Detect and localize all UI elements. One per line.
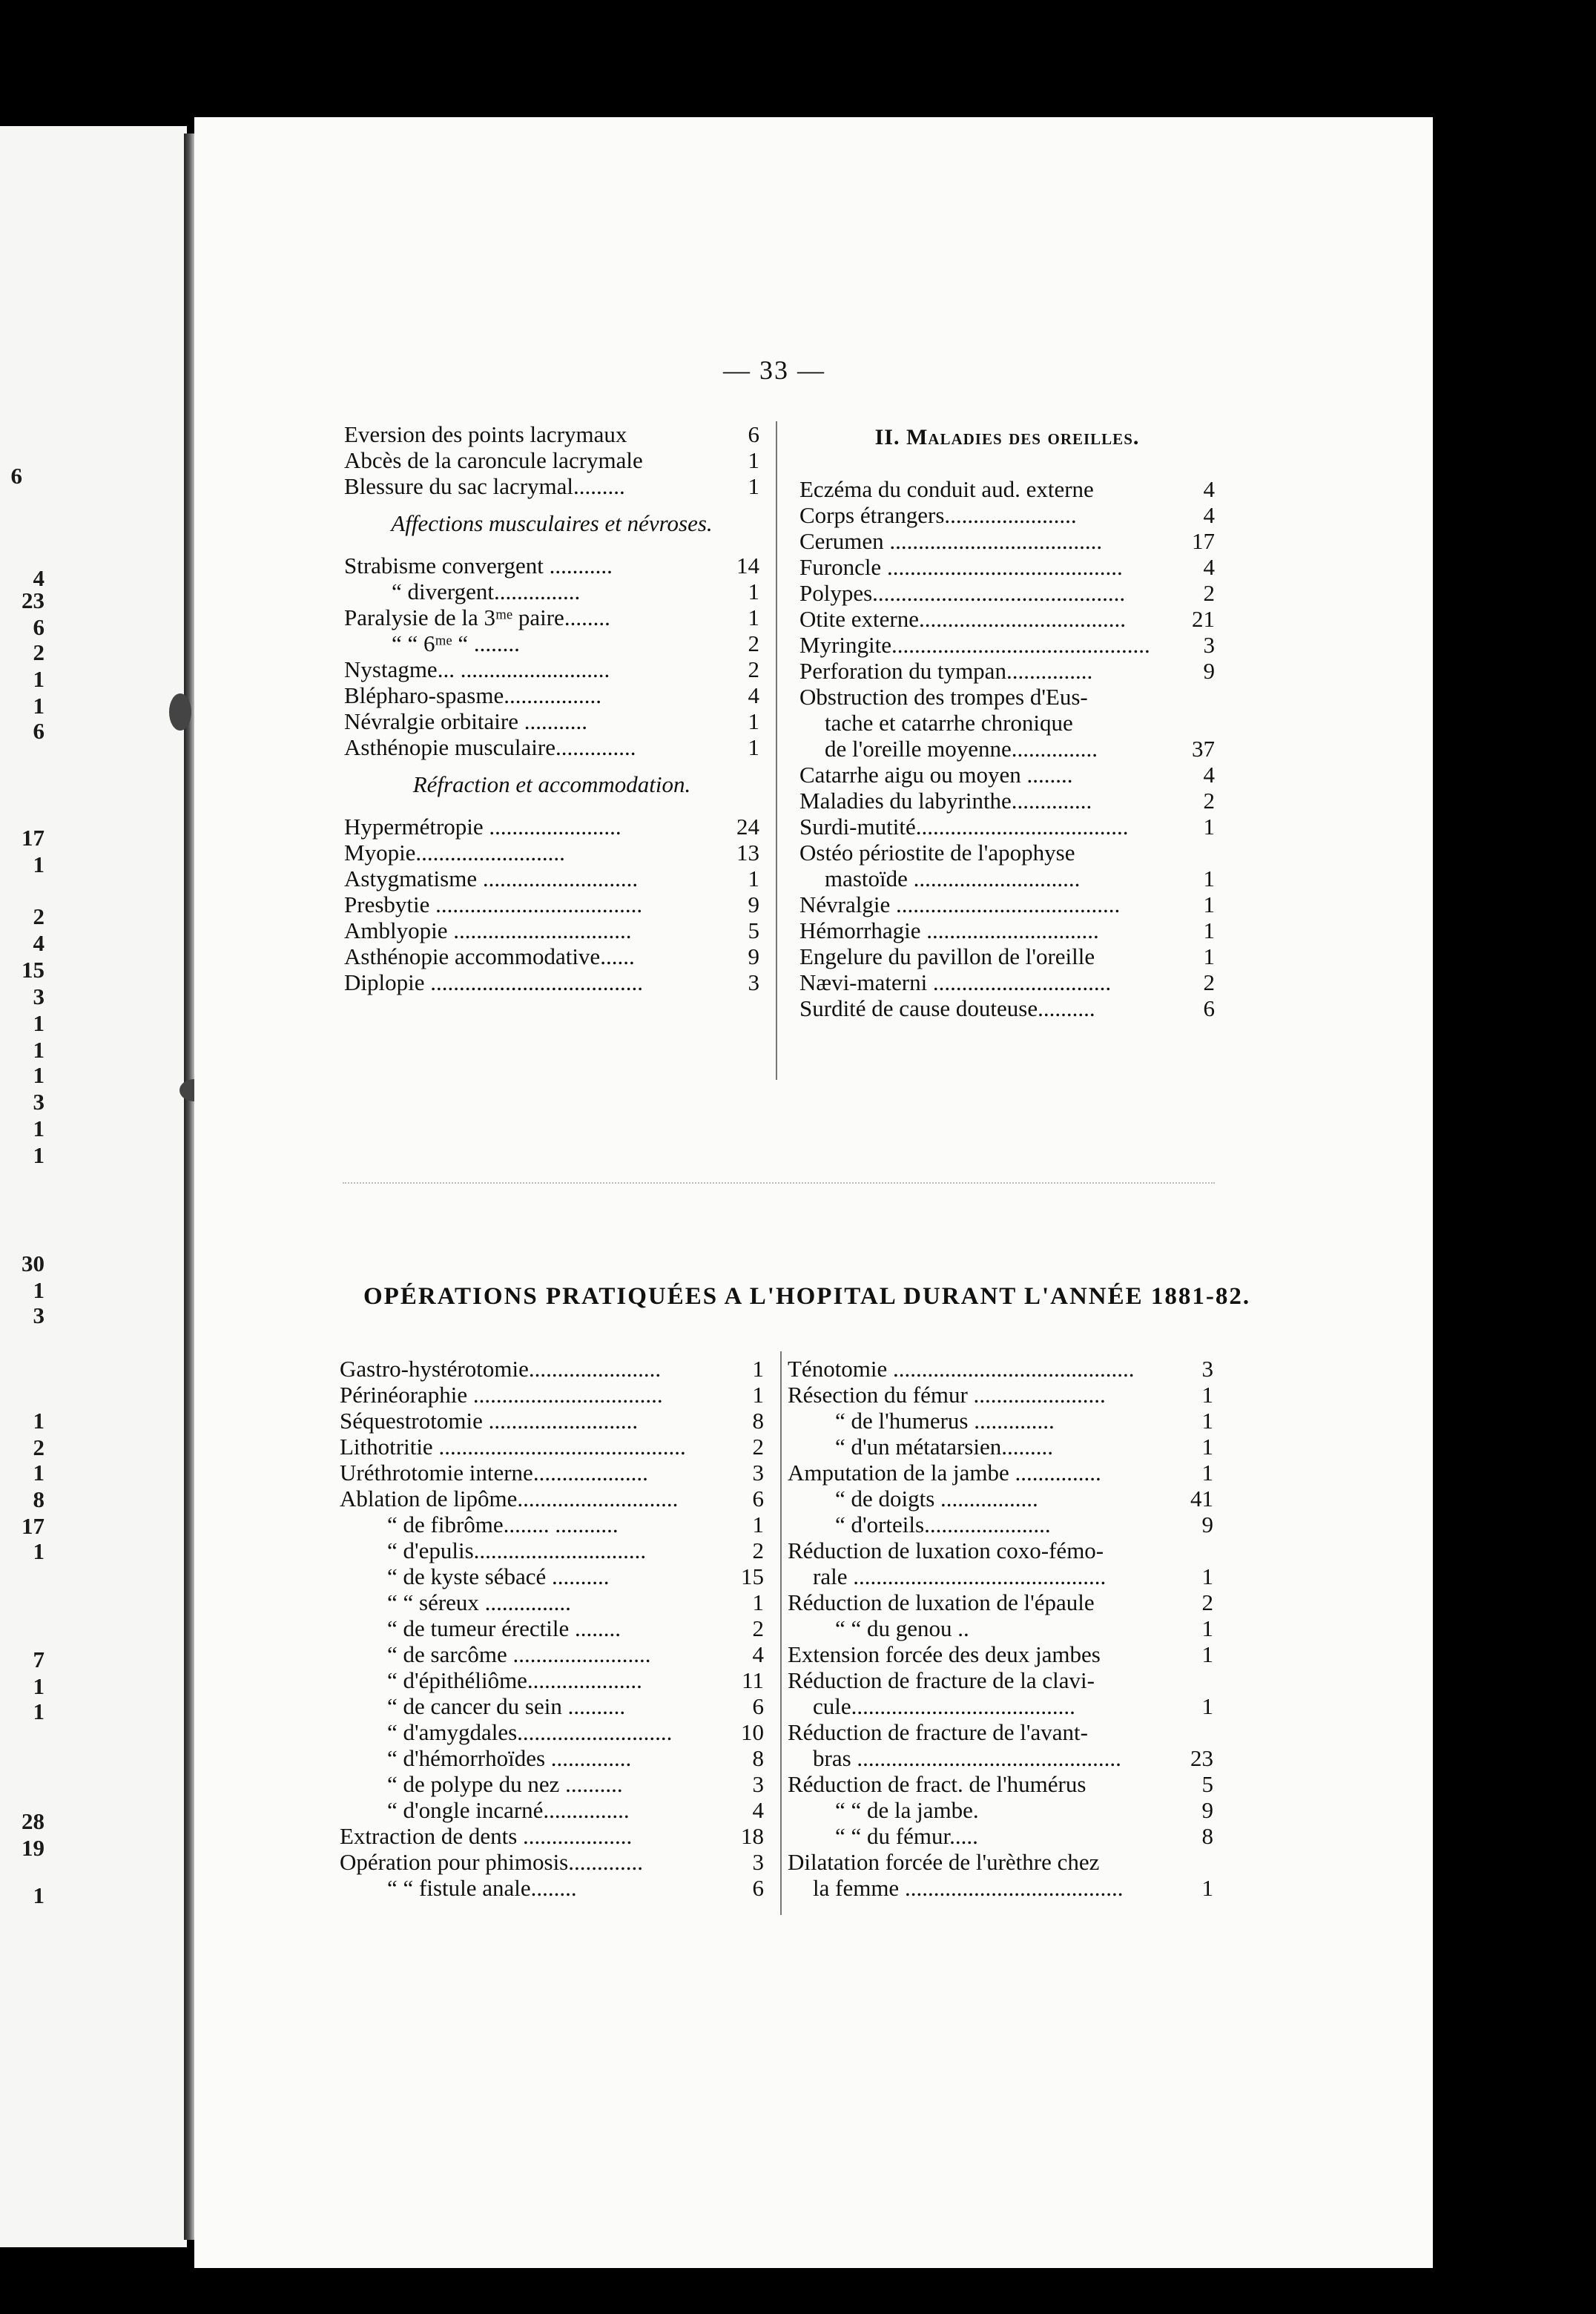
entry-label: Diplopie .....................................: [344, 969, 643, 995]
entry-count: 1: [748, 578, 759, 604]
entry-count: 2: [752, 1615, 764, 1641]
entry-row: [788, 1537, 1213, 1563]
entry-row: [344, 708, 759, 734]
entry-row: [799, 580, 1215, 606]
entry-count: 21: [1192, 606, 1215, 632]
entry-label: “ de polype du nez ..........: [387, 1771, 623, 1797]
entry-count: 24: [736, 814, 759, 840]
section-rule: [343, 1182, 1215, 1184]
entry-label: “ d'hémorrhoïdes ..............: [387, 1745, 632, 1771]
entry-count: 8: [752, 1745, 764, 1771]
facing-page-number: 17: [22, 825, 44, 851]
entry-count: 3: [1201, 1356, 1213, 1382]
entry-count: 23: [1190, 1745, 1213, 1771]
entry-count: 11: [742, 1667, 764, 1693]
entry-count: 1: [752, 1356, 764, 1382]
entry-count: 2: [752, 1537, 764, 1563]
entry-label: Perforation du tympan...............: [799, 658, 1093, 684]
entry-label: “ divergent...............: [392, 578, 581, 604]
entry-row: [340, 1667, 764, 1693]
entry-row: [344, 682, 759, 708]
entry-label: Lithotritie ...........................................: [340, 1434, 686, 1460]
entry-row: [340, 1771, 764, 1797]
entry-label: Hypermétropie .......................: [344, 814, 621, 840]
entry-label: Maladies du labyrinthe..............: [799, 788, 1092, 814]
entry-count: 1: [1203, 866, 1215, 891]
entry-row: [788, 1486, 1213, 1512]
entry-count: 9: [1203, 658, 1215, 684]
entry-count: 1: [1203, 891, 1215, 917]
entry-row: [344, 866, 759, 891]
entry-count: 1: [748, 734, 759, 760]
entry-label: “ d'un métatarsien.........: [835, 1434, 1053, 1460]
entry-count: 1: [748, 447, 759, 473]
entry-count: 1: [1201, 1615, 1213, 1641]
entry-count: 1: [1203, 814, 1215, 840]
entry-row: [344, 578, 759, 604]
entry-row: [788, 1849, 1213, 1875]
entry-row: [340, 1693, 764, 1719]
facing-page-number: 28: [22, 1808, 44, 1834]
entry-label: “ de sarcôme ........................: [387, 1641, 651, 1667]
entry-row: [799, 840, 1215, 866]
entry-count: 1: [748, 708, 759, 734]
entry-row: [788, 1745, 1213, 1771]
entry-row: [799, 866, 1215, 891]
entry-row: [340, 1486, 764, 1512]
entry-count: 1: [752, 1512, 764, 1537]
entry-label: “ de doigts .................: [835, 1486, 1038, 1512]
facing-page-number: 6: [33, 718, 44, 744]
entry-row: [788, 1875, 1213, 1901]
entry-count: 1: [752, 1382, 764, 1408]
entry-label: Strabisme convergent ...........: [344, 553, 613, 578]
entry-row: [799, 736, 1215, 762]
facing-page-number: 1: [33, 666, 44, 692]
entry-label: Hémorrhagie ..............................: [799, 917, 1099, 943]
entry-label: Gastro-hystérotomie.......................: [340, 1356, 662, 1382]
entry-count: 3: [748, 969, 759, 995]
ear-diseases-column: [799, 424, 1215, 1021]
entry-row: [788, 1823, 1213, 1849]
entry-count: 1: [748, 473, 759, 499]
entry-count: 8: [1201, 1823, 1213, 1849]
entry-count: 5: [748, 917, 759, 943]
entry-row: [340, 1563, 764, 1589]
entry-label: “ de l'humerus ..............: [835, 1408, 1055, 1434]
entry-count: 41: [1190, 1486, 1213, 1512]
entry-row: [340, 1641, 764, 1667]
operations-left-column: [340, 1356, 764, 1901]
entry-row: [788, 1356, 1213, 1382]
entry-count: 2: [1203, 969, 1215, 995]
entry-row: [344, 891, 759, 917]
entry-row: [799, 502, 1215, 528]
facing-page-number: 6: [33, 614, 44, 640]
entry-label: Eczéma du conduit aud. externe: [799, 476, 1094, 502]
entry-count: 9: [748, 891, 759, 917]
entry-label: Réduction de fracture de la clavi-: [788, 1667, 1095, 1693]
entry-label: Nystagme... ..........................: [344, 656, 610, 682]
facing-page-number: 2: [33, 1434, 44, 1460]
entry-row: [799, 554, 1215, 580]
entry-label: Corps étrangers.......................: [799, 502, 1077, 528]
entry-count: 6: [1203, 995, 1215, 1021]
entry-row: [799, 606, 1215, 632]
entry-label: Réduction de fracture de l'avant-: [788, 1719, 1088, 1745]
entry-label: cule.......................................: [813, 1693, 1075, 1719]
entry-label: Abcès de la caroncule lacrymale: [344, 447, 643, 473]
facing-page-number: 3: [33, 1089, 44, 1115]
facing-page-number: 3: [33, 983, 44, 1009]
entry-row: [799, 658, 1215, 684]
entry-label: Extraction de dents ...................: [340, 1823, 633, 1849]
entry-count: 4: [752, 1641, 764, 1667]
entry-row: [344, 814, 759, 840]
entry-label: “ d'ongle incarné...............: [387, 1797, 630, 1823]
facing-page-number: 1: [33, 1408, 44, 1434]
entry-row: [344, 969, 759, 995]
entry-row: [340, 1434, 764, 1460]
book-spine: [184, 134, 194, 2240]
facing-page-number: 1: [33, 1460, 44, 1486]
entry-count: 18: [741, 1823, 764, 1849]
entry-count: 2: [748, 656, 759, 682]
entry-count: 4: [1203, 554, 1215, 580]
entry-row: [788, 1641, 1213, 1667]
entry-row: [799, 528, 1215, 554]
entry-row: [340, 1615, 764, 1641]
entry-count: 4: [1203, 762, 1215, 788]
entry-count: 15: [741, 1563, 764, 1589]
entry-label: “ de cancer du sein ..........: [387, 1693, 626, 1719]
entry-label: Paralysie de la 3ᵐᵉ paire........: [344, 604, 610, 630]
entry-count: 1: [1201, 1382, 1213, 1408]
entry-row: [344, 553, 759, 578]
section-heading-muscles: Affections musculaires et névroses.: [391, 510, 713, 536]
entry-row: [344, 473, 759, 499]
entry-count: 4: [1203, 476, 1215, 502]
entry-count: 4: [1203, 502, 1215, 528]
entry-row: [799, 632, 1215, 658]
entry-label: “ de kyste sébacé ..........: [387, 1563, 610, 1589]
entry-label: “ d'orteils......................: [835, 1512, 1051, 1537]
ink-spot: [169, 693, 191, 731]
entry-label: Ablation de lipôme............................: [340, 1486, 679, 1512]
entry-count: 2: [1203, 580, 1215, 606]
entry-count: 17: [1192, 528, 1215, 554]
entry-label: Opération pour phimosis.............: [340, 1849, 643, 1875]
entry-label: “ “ du genou ..: [835, 1615, 969, 1641]
entry-label: Ténotomie ..........................................: [788, 1356, 1135, 1382]
facing-page-number: 4: [33, 930, 44, 956]
entry-row: [340, 1408, 764, 1434]
entry-row: [799, 476, 1215, 502]
entry-row: [788, 1615, 1213, 1641]
entry-label: Amblyopie ...............................: [344, 917, 632, 943]
entry-count: 2: [748, 630, 759, 656]
entry-row: [340, 1875, 764, 1901]
entry-row: [340, 1589, 764, 1615]
entry-count: 1: [1201, 1460, 1213, 1486]
entry-count: 1: [1201, 1875, 1213, 1901]
entry-label: Résection du fémur .......................: [788, 1382, 1106, 1408]
entry-row: [344, 447, 759, 473]
entry-label: Surdité de cause douteuse..........: [799, 995, 1095, 1021]
entry-label: “ “ de la jambe.: [835, 1797, 979, 1823]
entry-count: 3: [1203, 632, 1215, 658]
entry-count: 6: [752, 1875, 764, 1901]
entry-label: Asthénopie accommodative......: [344, 943, 635, 969]
facing-page-number: 7: [33, 1646, 44, 1672]
entry-label: “ de fibrôme........ ...........: [387, 1512, 619, 1537]
entry-label: mastoïde .............................: [825, 866, 1081, 891]
operations-right-column: [788, 1356, 1213, 1901]
facing-page-number: 2: [33, 903, 44, 929]
entry-row: [340, 1460, 764, 1486]
entry-label: Furoncle .........................................: [799, 554, 1123, 580]
facing-page-number: 23: [22, 587, 44, 613]
facing-page-number: 6: [10, 463, 22, 489]
facing-page-number: 1: [33, 693, 44, 719]
entry-count: 3: [752, 1771, 764, 1797]
entry-label: “ “ fistule anale........: [387, 1875, 577, 1901]
entry-label: Presbytie ....................................: [344, 891, 643, 917]
entry-count: 1: [1203, 917, 1215, 943]
entry-label: Blépharo-spasme.................: [344, 682, 601, 708]
facing-page-number: 1: [33, 1142, 44, 1168]
entry-label: Réduction de fract. de l'humérus: [788, 1771, 1086, 1797]
entry-label: Amputation de la jambe ...............: [788, 1460, 1101, 1486]
entry-row: [799, 891, 1215, 917]
entry-label: Surdi-mutité.....................................: [799, 814, 1129, 840]
entry-row: [340, 1797, 764, 1823]
entry-label: Uréthrotomie interne....................: [340, 1460, 648, 1486]
entry-row: [799, 710, 1215, 736]
operations-heading: OPÉRATIONS PRATIQUÉES A L'HOPITAL DURANT L'ANNÉE 1881-82.: [363, 1283, 1251, 1310]
entry-count: 4: [748, 682, 759, 708]
entry-count: 9: [748, 943, 759, 969]
entry-row: [788, 1797, 1213, 1823]
facing-page-number: 3: [33, 1302, 44, 1328]
column-divider: [776, 421, 777, 1080]
entry-row: [788, 1460, 1213, 1486]
entry-label: Blessure du sac lacrymal.........: [344, 473, 625, 499]
entry-count: 13: [736, 840, 759, 866]
entry-label: Névralgie .......................................: [799, 891, 1121, 917]
facing-page-number: 2: [33, 639, 44, 665]
entry-label: “ “ séreux ...............: [387, 1589, 571, 1615]
entry-label: de l'oreille moyenne...............: [825, 736, 1098, 762]
entry-count: 37: [1192, 736, 1215, 762]
entry-row: [788, 1719, 1213, 1745]
entry-row: [344, 421, 759, 447]
entry-row: [799, 969, 1215, 995]
entry-label: “ d'epulis..............................: [387, 1537, 647, 1563]
entry-label: Myringite.............................................: [799, 632, 1150, 658]
facing-page-number: 19: [22, 1835, 44, 1861]
entry-row: [344, 840, 759, 866]
eye-diseases-column: [344, 421, 759, 995]
entry-row: [799, 684, 1215, 710]
entry-label: Obstruction des trompes d'Eus-: [799, 684, 1088, 710]
facing-page-number: 1: [33, 1882, 44, 1908]
entry-label: bras ..............................................: [813, 1745, 1121, 1771]
facing-page-number: 30: [22, 1250, 44, 1276]
entry-row: [344, 604, 759, 630]
entry-row: [788, 1667, 1213, 1693]
entry-count: 1: [748, 866, 759, 891]
entry-label: Myopie..........................: [344, 840, 565, 866]
page-number: — 33 —: [723, 355, 825, 385]
entry-row: [788, 1434, 1213, 1460]
entry-row: [788, 1408, 1213, 1434]
entry-label: Cerumen .....................................: [799, 528, 1103, 554]
facing-page-number: 1: [33, 1062, 44, 1088]
entry-row: [344, 917, 759, 943]
entry-count: 1: [748, 604, 759, 630]
facing-page-number: 15: [22, 957, 44, 983]
entry-count: 2: [1201, 1589, 1213, 1615]
facing-page-number: 1: [33, 1277, 44, 1303]
entry-row: [799, 943, 1215, 969]
entry-row: [340, 1382, 764, 1408]
facing-page-number: 1: [33, 1037, 44, 1063]
entry-row: [799, 814, 1215, 840]
entry-count: 6: [752, 1693, 764, 1719]
entry-row: [340, 1849, 764, 1875]
entry-count: 9: [1201, 1512, 1213, 1537]
entry-row: [340, 1537, 764, 1563]
entry-label: Astygmatisme ...........................: [344, 866, 639, 891]
entry-label: Réduction de luxation de l'épaule: [788, 1589, 1095, 1615]
entry-count: 1: [1201, 1408, 1213, 1434]
entry-label: Nævi-materni ...............................: [799, 969, 1112, 995]
entry-row: [344, 943, 759, 969]
entry-count: 6: [752, 1486, 764, 1512]
entry-row: [340, 1356, 764, 1382]
entry-label: la femme ......................................: [813, 1875, 1124, 1901]
entry-row: [788, 1589, 1213, 1615]
entry-count: 8: [752, 1408, 764, 1434]
facing-page-number: 1: [33, 851, 44, 877]
entry-count: 2: [752, 1434, 764, 1460]
entry-count: 3: [752, 1460, 764, 1486]
entry-count: 1: [1201, 1641, 1213, 1667]
entry-count: 1: [1201, 1563, 1213, 1589]
entry-row: [799, 917, 1215, 943]
entry-count: 1: [1201, 1434, 1213, 1460]
entry-row: [340, 1823, 764, 1849]
entry-row: [788, 1563, 1213, 1589]
section-heading-ears: II. Maladies des oreilles.: [874, 425, 1140, 449]
entry-label: Engelure du pavillon de l'oreille: [799, 943, 1095, 969]
entry-row: [344, 656, 759, 682]
entry-label: “ d'amygdales...........................: [387, 1719, 673, 1745]
facing-page-number: 17: [22, 1513, 44, 1539]
facing-page-number: 1: [33, 1538, 44, 1564]
entry-label: Périnéoraphie .................................: [340, 1382, 663, 1408]
entry-label: “ d'épithéliôme....................: [387, 1667, 642, 1693]
entry-count: 5: [1201, 1771, 1213, 1797]
section-heading-refraction: Réfraction et accommodation.: [412, 771, 691, 797]
entry-label: Otite externe....................................: [799, 606, 1126, 632]
entry-label: tache et catarrhe chronique: [825, 710, 1073, 736]
entry-row: [340, 1512, 764, 1537]
entry-label: “ “ 6ᵐᵉ “ ........: [392, 630, 520, 656]
entry-count: 1: [1203, 943, 1215, 969]
facing-page-number: 1: [33, 1010, 44, 1036]
entry-row: [344, 630, 759, 656]
entry-label: Extension forcée des deux jambes: [788, 1641, 1101, 1667]
entry-row: [340, 1719, 764, 1745]
facing-page-number: 1: [33, 1115, 44, 1141]
entry-row: [788, 1693, 1213, 1719]
entry-label: Catarrhe aigu ou moyen ........: [799, 762, 1073, 788]
entry-count: 3: [752, 1849, 764, 1875]
entry-label: Dilatation forcée de l'urèthre chez: [788, 1849, 1100, 1875]
entry-label: Eversion des points lacrymaux: [344, 421, 627, 447]
facing-page-number: 4: [33, 565, 44, 591]
entry-label: Asthénopie musculaire..............: [344, 734, 636, 760]
entry-row: [788, 1382, 1213, 1408]
entry-row: [344, 734, 759, 760]
entry-label: Névralgie orbitaire ...........: [344, 708, 587, 734]
entry-row: [788, 1512, 1213, 1537]
entry-count: 1: [752, 1589, 764, 1615]
entry-label: Séquestrotomie ..........................: [340, 1408, 639, 1434]
entry-label: “ “ du fémur.....: [835, 1823, 978, 1849]
column-divider: [780, 1351, 782, 1915]
facing-page: [0, 126, 187, 2247]
entry-row: [788, 1771, 1213, 1797]
entry-row: [799, 762, 1215, 788]
entry-count: 1: [1201, 1693, 1213, 1719]
entry-count: 9: [1201, 1797, 1213, 1823]
entry-label: Polypes............................................: [799, 580, 1126, 606]
entry-count: 4: [752, 1797, 764, 1823]
entry-row: [799, 995, 1215, 1021]
entry-row: [340, 1745, 764, 1771]
entry-count: 6: [748, 421, 759, 447]
entry-label: Réduction de luxation coxo-fémo-: [788, 1537, 1104, 1563]
entry-row: [799, 788, 1215, 814]
facing-page-number: 8: [33, 1486, 44, 1512]
entry-label: Ostéo périostite de l'apophyse: [799, 840, 1075, 866]
entry-count: 14: [736, 553, 759, 578]
facing-page-number: 1: [33, 1698, 44, 1724]
entry-label: “ de tumeur érectile ........: [387, 1615, 621, 1641]
entry-count: 10: [741, 1719, 764, 1745]
entry-label: rale ............................................: [813, 1563, 1107, 1589]
entry-count: 2: [1203, 788, 1215, 814]
facing-page-number: 1: [33, 1673, 44, 1699]
